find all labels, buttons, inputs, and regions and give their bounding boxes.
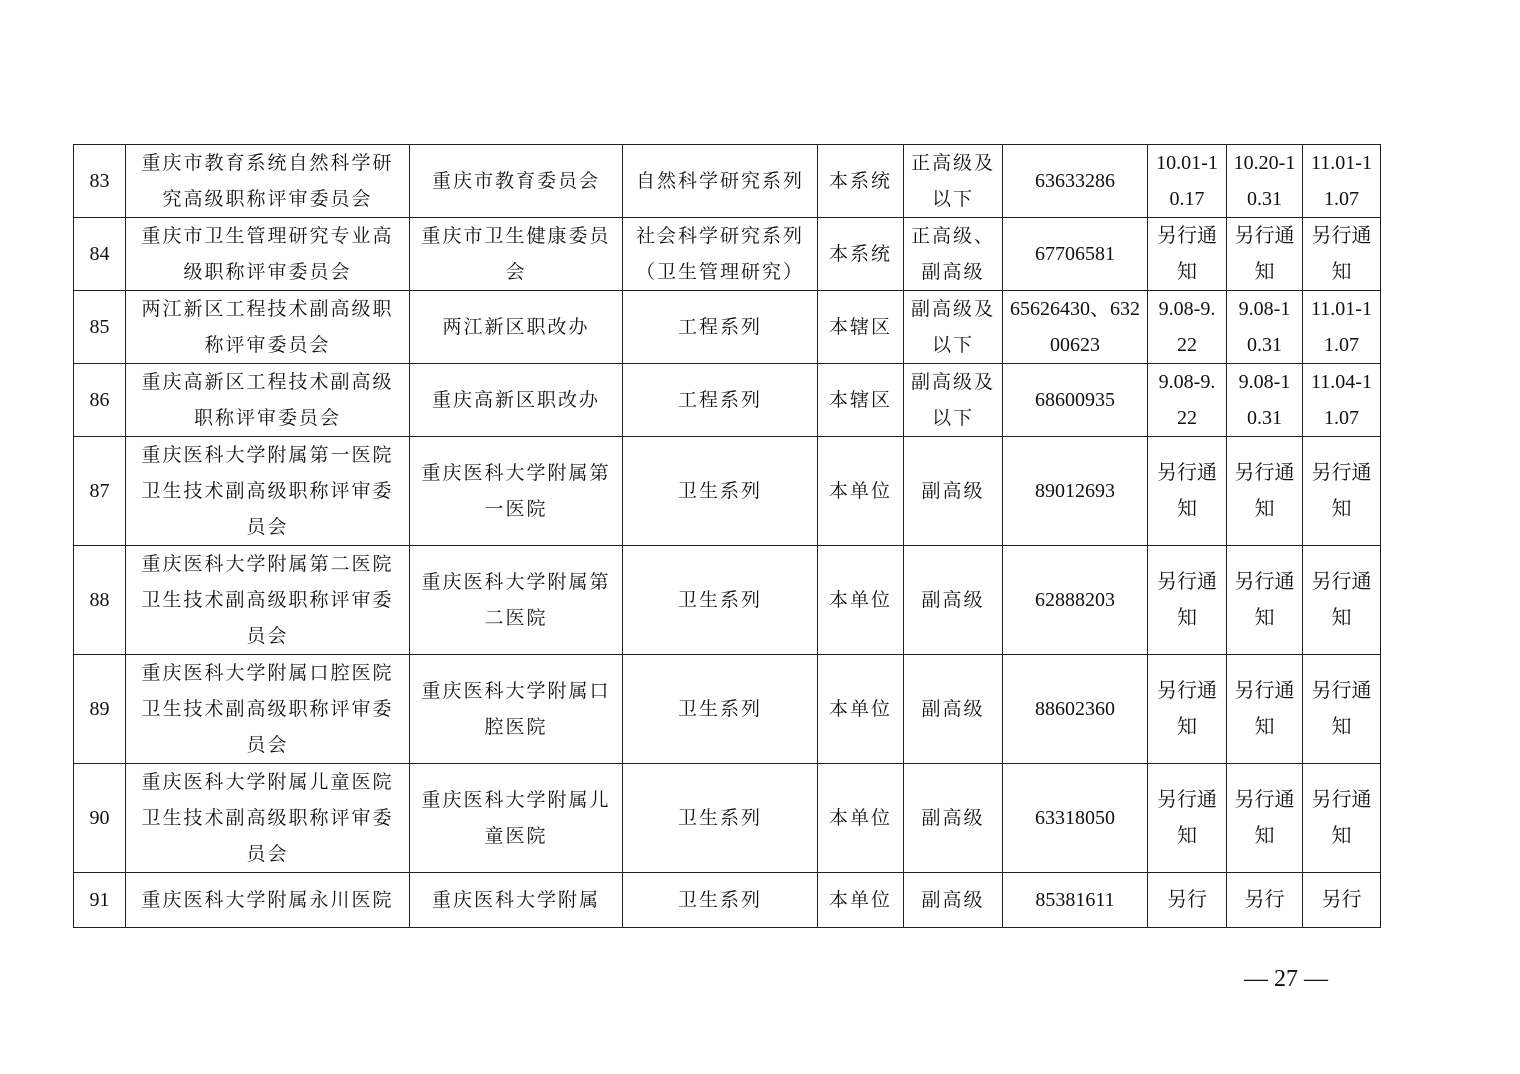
- date-cell-1: 另行通知: [1148, 218, 1227, 291]
- committee-cell: 重庆医科大学附属口腔医院卫生技术副高级职称评审委员会: [126, 655, 410, 764]
- committee-cell: 重庆高新区工程技术副高级职称评审委员会: [126, 364, 410, 437]
- row-number-cell: 89: [74, 655, 126, 764]
- date-cell-3: 另行通知: [1303, 546, 1381, 655]
- series-cell: 卫生系列: [623, 764, 818, 873]
- series-cell: 社会科学研究系列（卫生管理研究）: [623, 218, 818, 291]
- phone-cell: 68600935: [1003, 364, 1148, 437]
- department-cell: 重庆市教育委员会: [410, 145, 623, 218]
- department-cell: 重庆医科大学附属: [410, 873, 623, 928]
- series-cell: 工程系列: [623, 364, 818, 437]
- date-cell-3: 11.01-11.07: [1303, 145, 1381, 218]
- scope-cell: 本单位: [818, 873, 904, 928]
- level-cell: 副高级及以下: [904, 291, 1003, 364]
- date-cell-3: 另行通知: [1303, 764, 1381, 873]
- scope-cell: 本辖区: [818, 364, 904, 437]
- date-cell-3: 11.04-11.07: [1303, 364, 1381, 437]
- table-row: [74, 364, 1381, 437]
- date-cell-3: 另行通知: [1303, 218, 1381, 291]
- date-cell-1: 另行通知: [1148, 437, 1227, 546]
- committee-cell: 重庆市卫生管理研究专业高级职称评审委员会: [126, 218, 410, 291]
- table-row: [74, 546, 1381, 655]
- scope-cell: 本辖区: [818, 291, 904, 364]
- date-cell-2: 另行: [1227, 873, 1303, 928]
- date-cell-1: 另行通知: [1148, 655, 1227, 764]
- table-row: [74, 218, 1381, 291]
- department-cell: 两江新区职改办: [410, 291, 623, 364]
- phone-cell: 88602360: [1003, 655, 1148, 764]
- row-number-cell: 84: [74, 218, 126, 291]
- row-number-cell: 87: [74, 437, 126, 546]
- date-cell-3: 11.01-11.07: [1303, 291, 1381, 364]
- date-cell-3: 另行: [1303, 873, 1381, 928]
- table-row: [74, 437, 1381, 546]
- row-number-cell: 91: [74, 873, 126, 928]
- level-cell: 副高级: [904, 764, 1003, 873]
- scope-cell: 本系统: [818, 218, 904, 291]
- phone-cell: 67706581: [1003, 218, 1148, 291]
- table-body: [74, 145, 1381, 928]
- committee-cell: 两江新区工程技术副高级职称评审委员会: [126, 291, 410, 364]
- committee-cell: 重庆市教育系统自然科学研究高级职称评审委员会: [126, 145, 410, 218]
- date-cell-1: 另行通知: [1148, 764, 1227, 873]
- phone-cell: 89012693: [1003, 437, 1148, 546]
- date-cell-1: 9.08-9.22: [1148, 291, 1227, 364]
- row-number-cell: 90: [74, 764, 126, 873]
- scope-cell: 本单位: [818, 546, 904, 655]
- phone-cell: 65626430、63200623: [1003, 291, 1148, 364]
- phone-cell: 63318050: [1003, 764, 1148, 873]
- date-cell-2: 9.08-10.31: [1227, 364, 1303, 437]
- scope-cell: 本系统: [818, 145, 904, 218]
- level-cell: 副高级: [904, 437, 1003, 546]
- table-row: [74, 145, 1381, 218]
- scope-cell: 本单位: [818, 764, 904, 873]
- series-cell: 卫生系列: [623, 546, 818, 655]
- department-cell: 重庆医科大学附属第二医院: [410, 546, 623, 655]
- date-cell-1: 10.01-10.17: [1148, 145, 1227, 218]
- date-cell-2: 10.20-10.31: [1227, 145, 1303, 218]
- table-row: [74, 291, 1381, 364]
- committee-cell: 重庆医科大学附属第一医院卫生技术副高级职称评审委员会: [126, 437, 410, 546]
- phone-cell: 85381611: [1003, 873, 1148, 928]
- table-row: [74, 655, 1381, 764]
- level-cell: 正高级及以下: [904, 145, 1003, 218]
- level-cell: 副高级: [904, 655, 1003, 764]
- row-number-cell: 86: [74, 364, 126, 437]
- date-cell-3: 另行通知: [1303, 437, 1381, 546]
- level-cell: 副高级: [904, 873, 1003, 928]
- scope-cell: 本单位: [818, 437, 904, 546]
- series-cell: 卫生系列: [623, 873, 818, 928]
- date-cell-1: 另行: [1148, 873, 1227, 928]
- department-cell: 重庆高新区职改办: [410, 364, 623, 437]
- date-cell-3: 另行通知: [1303, 655, 1381, 764]
- committee-cell: 重庆医科大学附属第二医院卫生技术副高级职称评审委员会: [126, 546, 410, 655]
- department-cell: 重庆医科大学附属儿童医院: [410, 764, 623, 873]
- department-cell: 重庆市卫生健康委员会: [410, 218, 623, 291]
- series-cell: 卫生系列: [623, 437, 818, 546]
- date-cell-2: 另行通知: [1227, 764, 1303, 873]
- date-cell-2: 另行通知: [1227, 218, 1303, 291]
- department-cell: 重庆医科大学附属口腔医院: [410, 655, 623, 764]
- scope-cell: 本单位: [818, 655, 904, 764]
- level-cell: 副高级: [904, 546, 1003, 655]
- row-number-cell: 83: [74, 145, 126, 218]
- date-cell-1: 另行通知: [1148, 546, 1227, 655]
- committee-cell: 重庆医科大学附属儿童医院卫生技术副高级职称评审委员会: [126, 764, 410, 873]
- series-cell: 工程系列: [623, 291, 818, 364]
- level-cell: 副高级及以下: [904, 364, 1003, 437]
- row-number-cell: 88: [74, 546, 126, 655]
- date-cell-1: 9.08-9.22: [1148, 364, 1227, 437]
- phone-cell: 62888203: [1003, 546, 1148, 655]
- phone-cell: 63633286: [1003, 145, 1148, 218]
- table-row: [74, 873, 1381, 928]
- committee-table: [73, 144, 1381, 928]
- committee-cell: 重庆医科大学附属永川医院: [126, 873, 410, 928]
- page-number: — 27 —: [1244, 966, 1328, 992]
- department-cell: 重庆医科大学附属第一医院: [410, 437, 623, 546]
- series-cell: 自然科学研究系列: [623, 145, 818, 218]
- table-row: [74, 764, 1381, 873]
- date-cell-2: 9.08-10.31: [1227, 291, 1303, 364]
- series-cell: 卫生系列: [623, 655, 818, 764]
- date-cell-2: 另行通知: [1227, 437, 1303, 546]
- level-cell: 正高级、副高级: [904, 218, 1003, 291]
- row-number-cell: 85: [74, 291, 126, 364]
- date-cell-2: 另行通知: [1227, 546, 1303, 655]
- date-cell-2: 另行通知: [1227, 655, 1303, 764]
